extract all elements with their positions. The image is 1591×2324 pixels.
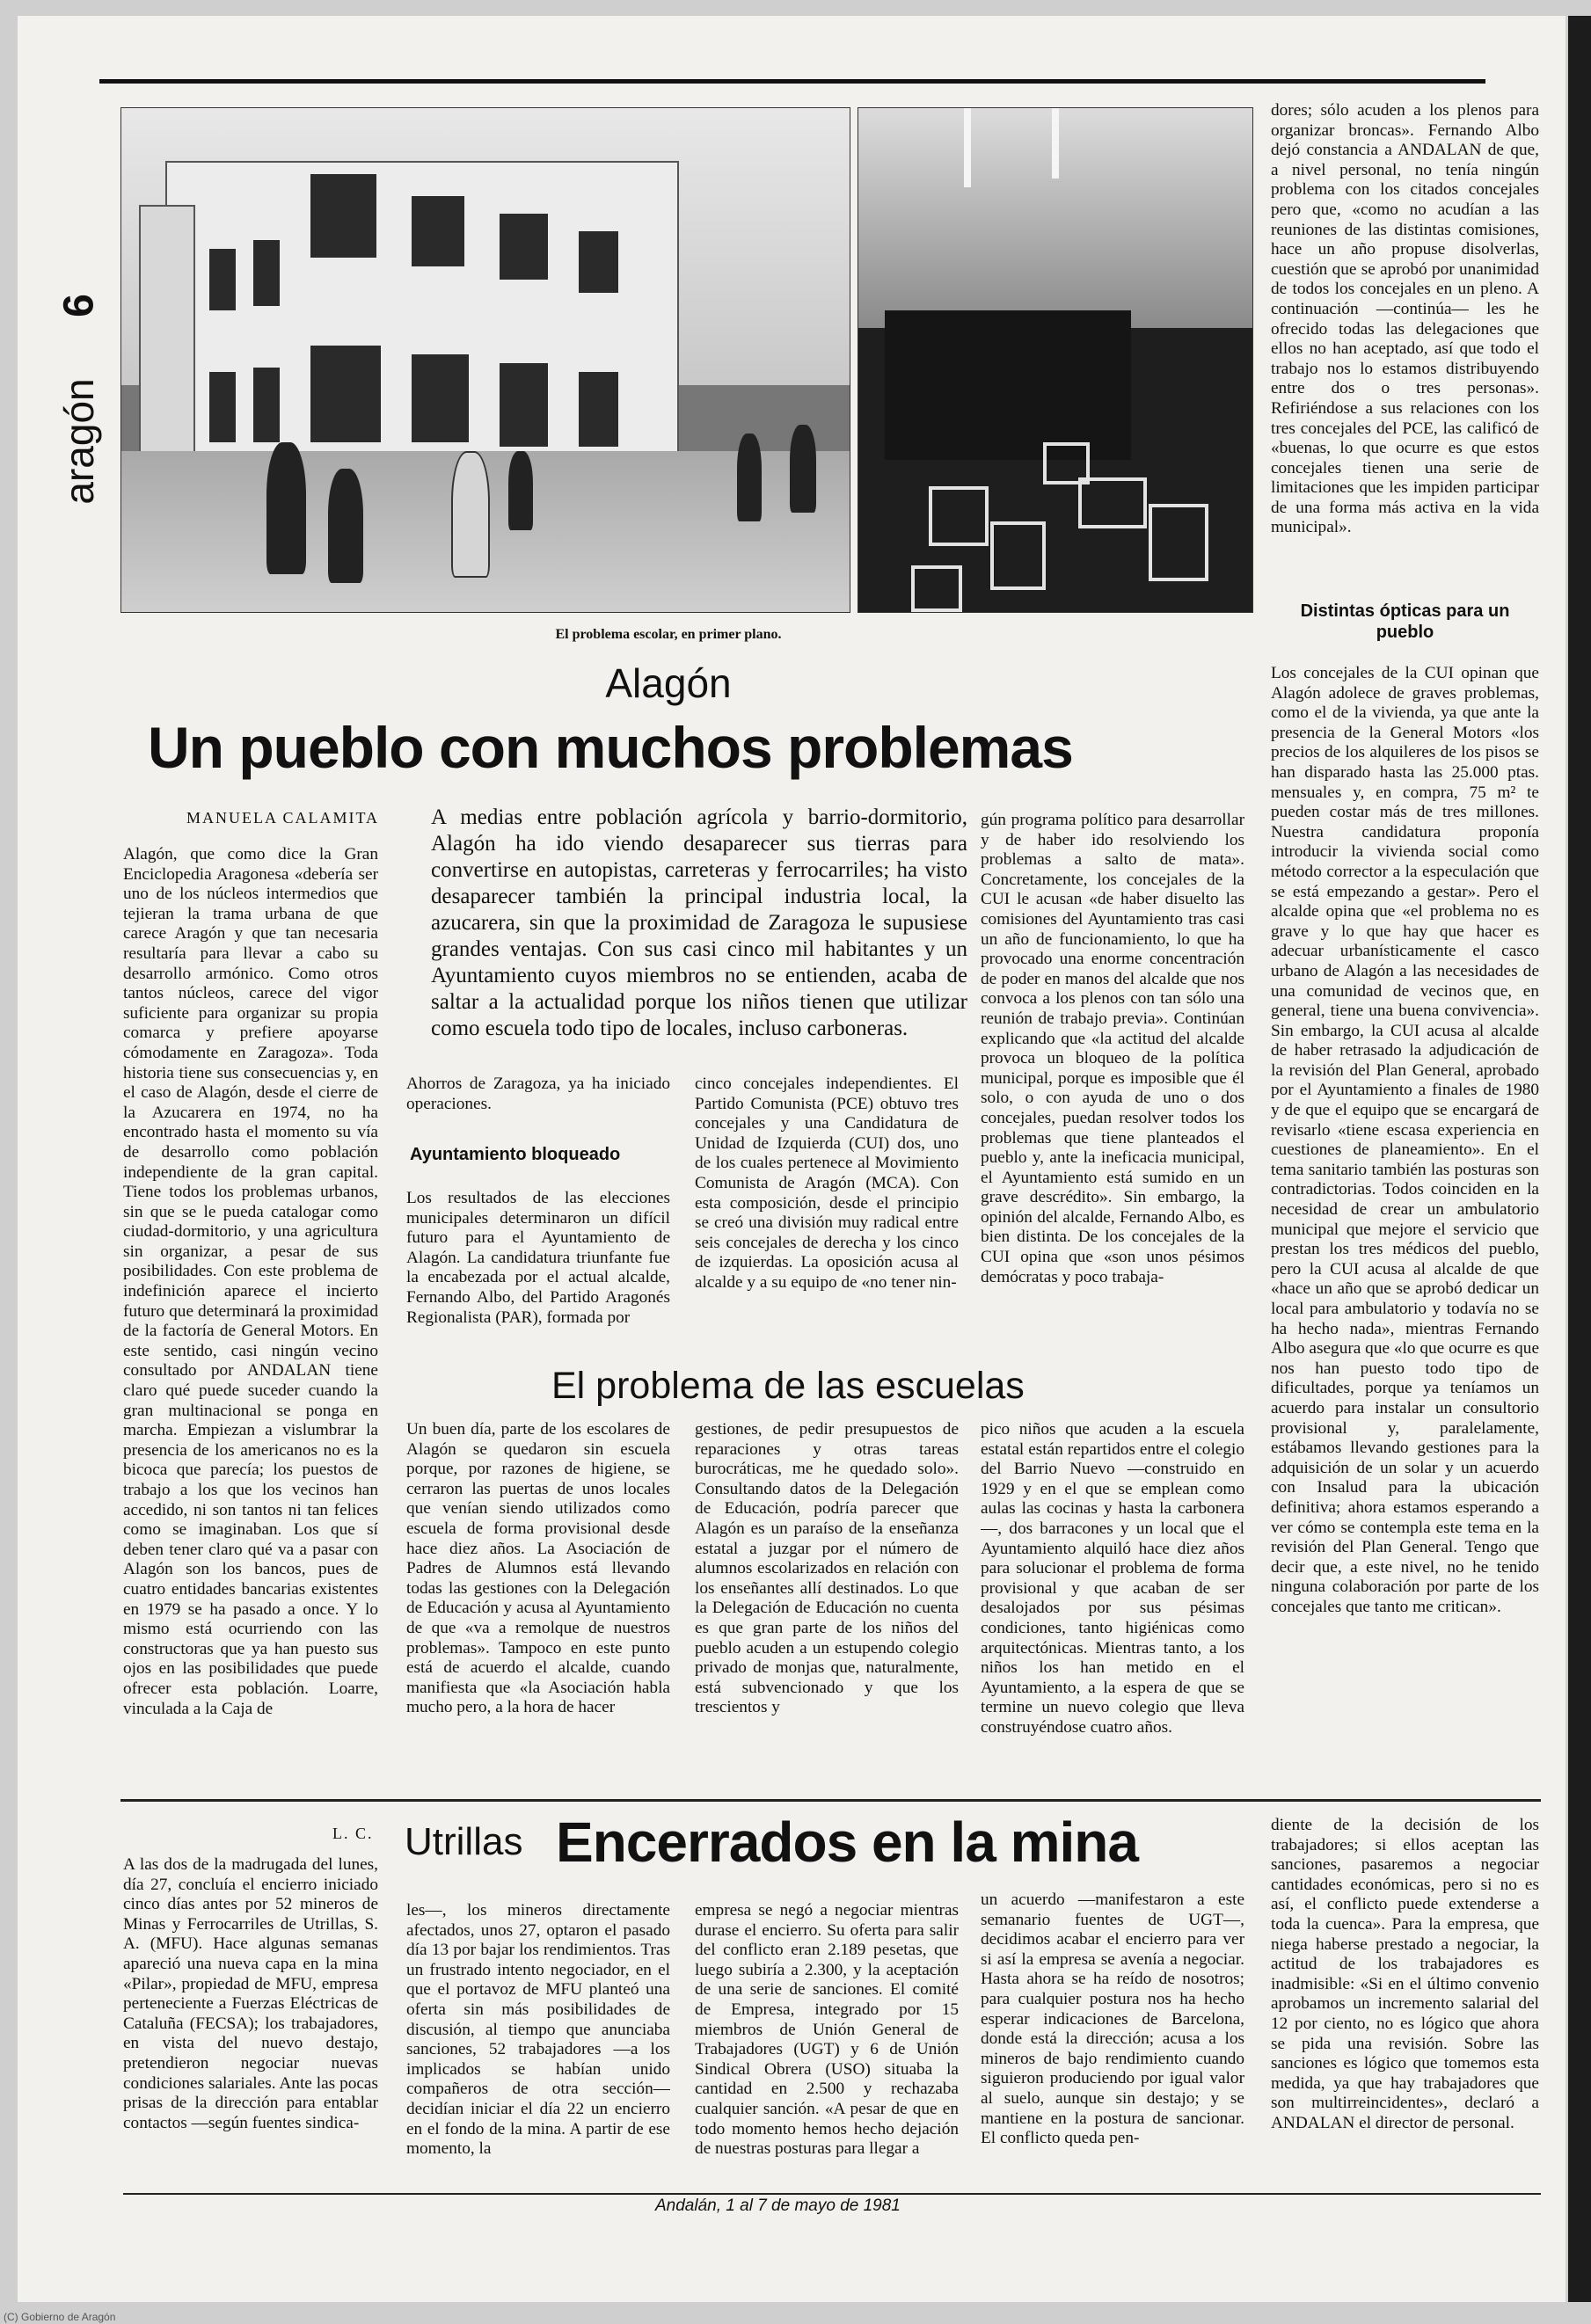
top-rule: [99, 79, 1485, 84]
photo-caption: El problema escolar, en primer plano.: [555, 627, 782, 642]
footer-rule: [123, 2193, 1541, 2195]
section-label: [53, 281, 106, 505]
column-escuelas-3: pico niños que acuden a la escuela estatal están repartidos entre el colegio del Barrio Nuevo —construido en 1929 y en el que se emplean como aulas las cocinas y hasta la carbonera—, dos barracones y un local que el Ayuntamiento alquiló hace diez años para solucionar el problema de forma provisional y que acaban de ser desalojados por sus pésimas condiciones, tanto higiénicas como arquitectónicas. Mientras tanto, a los niños los han metido en el Ayuntamiento, a la espera de que se termine un nuevo colegio que lleva construyéndose cuatro años.: [981, 1420, 1244, 1737]
footer-issue-date: Andalán, 1 al 7 de mayo de 1981: [655, 2197, 901, 2215]
column-alagon-2b: Los resultados de las elecciones municipales determinaron un difícil futuro para el Ayuntamiento de Alagón. La candidatura triunfante fue la encabezada por el actual alcalde, Fernando Albo, del Partido Aragonés Regionalista (PAR), formada por: [406, 1189, 670, 1327]
page-binding-edge: [1568, 16, 1591, 2302]
section-divider-rule: [120, 1799, 1541, 1802]
subheading-distintas-opticas: Distintas ópticas para un pueblo: [1300, 601, 1510, 642]
section-name: aragón: [56, 378, 102, 505]
photo-classroom: [858, 107, 1253, 613]
subarticle-title-escuelas: El problema de las escuelas: [551, 1365, 1025, 1407]
article-lead-alagon: A medias entre población agrícola y barrio-dormitorio, Alagón ha ido viendo desaparecer sus tierras para convertirse en autopistas, carreteras y ferrocarriles; ha visto desaparecer también la principal industria local, la azucarera, sin que la proximidad de Zaragoza le supusiese grandes ventajas. Con sus casi cinco mil habitantes y un Ayuntamiento cuyos miembros no se entienden, acaba de saltar a la actualidad porque los niños tienen que utilizar como escuela todo tipo de locales, incluso carboneras.: [431, 805, 967, 1040]
column-utrillas-1: A las dos de la madrugada del lunes, día 27, concluía el encierro iniciado cinco días antes por 52 mineros de Minas y Ferrocarriles de Utrillas, S. A. (MFU). Hace algunas semanas apareció una nueva capa en la mina «Pilar», propiedad de MFU, empresa perteneciente a Fuerzas Eléctricas de Cataluña (FECSA); los trabajadores, en vista del nuevo destajo, pretendieron negociar nuevas condiciones salariales. Ante las pocas prisas de la dirección para entablar contactos —según fuentes sindica-: [123, 1855, 378, 2132]
column-alagon-2a: Ahorros de Zaragoza, ya ha iniciado operaciones.: [406, 1075, 670, 1113]
column-utrillas-5: diente de la decisión de los trabajadores; si ellos aceptan las sanciones, pasaremos a negociar cantidades económicas, pero si no es así, el conflicto puede extenderse a toda la cuenca». Para la empresa, que niega haberse prestado a negociar, la actitud de los trabajadores es inadmisible: «Si en el último convenio aprobamos un incremento salarial del 12 por ciento, no es lógico que ahora se pida una revisión. Sobre las sanciones es lógico que tomemos esta medida, ya que hay trabajadores que son multirreincidentes», declaró a ANDALAN el director de personal.: [1271, 1816, 1539, 2132]
column-alagon-5a: dores; sólo acuden a los plenos para organizar broncas». Fernando Albo dejó constancia a ANDALAN de que, a nivel personal, no tenía ningún problema con los citados concejales pero que, «como no acudían a las reuniones de las distintas comisiones, hace un año propuse disolverlas, cuestión que se aprobó por unanimidad de todos los concejales en un pleno. A continuación —continúa— les he ofrecido todas las delegaciones que ellos no han aceptado, así que todo el trabajo nos lo estamos distribuyendo entre dos o tres personas». Refiriéndose a sus relaciones con los tres concejales del PCE, las calificó de «buenas, lo que ocurre es que estos concejales tienen una serie de limitaciones que les impiden participar de una forma más activa en la vida municipal».: [1271, 101, 1539, 537]
byline-alagon: MANUELA CALAMITA: [186, 809, 380, 827]
column-alagon-5b: Los concejales de la CUI opinan que Alagón adolece de graves problemas, como el de la vivienda, ya que ante la presencia de la General Motors «los precios de los alquileres de los pisos se han disparado hasta las 25.000 ptas. mensuales y, en compra, 75 m² te pueden costar más de tres millones. Nuestra candidatura proponía introducir la vivienda social como método corrector a la especulación que se está empezando a gestar». Pero el alcalde opina que «el problema no es grave y lo que hay que hacer es adecuar urbanísticamente el casco urbano de Alagón a las necesidades de una comunidad de vecinos que, en general, tiene una buena convivencia». Sin embargo, la CUI acusa al alcalde de haber retrasado la adjudicación de la revisión del Plan General, aprobado por el Ayuntamiento a finales de 1980 y de que el equipo que se encargará de revisarlo «tiene escasa experiencia en cuestiones de planeamiento». En el tema sanitario también las posturas son contradictorias. Todos coinciden en la necesidad de crear un ambulatorio municipal que mejore el servicio que prestan los tres médicos del pueblo, pero la CUI acusa al alcalde de que «hace un año que se aprobó dedicar un local para ambulatorio y todavía no se ha hecho nada», mientras Fernando Albo asegura que «lo que ocurre es que nos han puesto todo tipo de dificultades, porque ya teníamos un acuerdo para instalar un consultorio provisional y, paralelamente, estábamos llevando gestiones para la adquisición de un solar y un acuerdo con Insalud para la ubicación definitiva; ahora estamos esperando a ver cómo se contempla este tema en la revisión del Plan General. Tengo que decir que, a este nivel, no he tenido ninguna colaboración por parte de los concejales que tanto me critican».: [1271, 664, 1539, 1616]
column-utrillas-2: les—, los mineros directamente afectados, unos 27, optaron el pasado día 13 por bajar los rendimientos. Tras un frustrado intento negociador, en el que el portavoz de MFU planteó una oferta sin más posibilidades de discusión, al tiempo que anunciaba sanciones, 52 trabajadores —a los implicados se habían unido compañeros de otra sección— decidían iniciar el día 22 un encierro en el fondo de la mina. A partir de ese momento, la: [406, 1901, 670, 2159]
column-utrillas-4: un acuerdo —manifestaron a este semanario fuentes de UGT—, decidimos acabar el encierro para ver si así la empresa se avenía a negociar. Hasta ahora se ha reído de nosotros; para cualquier postura nos ha hecho esperar indicaciones de Barcelona, donde está la dirección; acusa a los mineros de bajo rendimiento cuando siguieron produciendo por igual valor al suelo, aunque sin destajo; y se mantiene en la postura de sancionar. El conflicto queda pen-: [981, 1891, 1244, 2148]
article-headline-alagon: Un pueblo con muchos problemas: [148, 715, 1073, 780]
article-headline-utrillas: Encerrados en la mina: [556, 1810, 1138, 1874]
column-escuelas-2: gestiones, de pedir presupuestos de reparaciones y otras tareas burocráticas, me he quedado solo». Consultando datos de la Delegación de Educación, podría parecer que Alagón es un paraíso de la enseñanza estatal a juzgar por el número de alumnos escolarizados en relación con los enseñantes allí destinados. Lo que la Delegación de Educación no cuenta es que gran parte de los niños del pueblo acuden a un estupendo colegio privado de monjas que, naturalmente, está subvencionado y que los trescientos y: [695, 1420, 959, 1717]
column-alagon-3: cinco concejales independientes. El Partido Comunista (PCE) obtuvo tres concejales y una Candidatura de Unidad de Izquierda (CUI) dos, uno de los cuales pertenece al Movimiento Comunista de Aragón (MCA). Con esta composición, desde el principio se creó una división muy radical entre seis concejales de derecha y los cinco de izquierdas. La oposición acusa al alcalde y a su equipo de «no tener nin-: [695, 1075, 959, 1292]
column-alagon-4: gún programa político para desarrollar y de haber ido resolviendo los problemas a salto de mata». Concretamente, los concejales de la CUI le acusan «de haber disuelto las comisiones del Ayuntamiento tras casi un año de funcionamiento, lo que ha provocado una enorme concentración de poder en manos del alcalde que nos convoca a los plenos con tan sólo una reunión de trabajo previa». Continúan explicando que «la actitud del alcalde provoca un bloqueo de la política municipal, porque es imposible que él solo, o con ayuda de uno o dos concejales, puedan resolver todos los problemas que tiene planteados el pueblo y, ante la ineficacia municipal, el Ayuntamiento está sumido en un grave descrédito». Sin embargo, la opinión del alcalde, Fernando Albo, es bien distinta. De los concejales de la CUI opina que «son unos pésimos demócratas y poco trabaja-: [981, 811, 1244, 1286]
column-utrillas-3: empresa se negó a negociar mientras durase el encierro. Su oferta para salir del conflicto eran 2.189 pesetas, que luego subiría a 2.300, y la aceptación de una serie de sanciones. El comité de Empresa, integrado por 15 miembros de Unión General de Trabajadores (UGT) y 6 de Unión Sindical Obrera (USO) situaba la cantidad en 2.500 y rechazaba cualquier sanción. «A pesar de que en todo momento hemos hecho dejación de nuestras posturas para llegar a: [695, 1901, 959, 2159]
article-kicker-utrillas: Utrillas: [405, 1820, 523, 1863]
column-alagon-1: Alagón, que como dice la Gran Enciclopedia Aragonesa «debería ser uno de los núcleos intermedios que tejieran la trama urbana de que carece Aragón y que tan necesaria resultaría para llevar a cabo su desarrollo armónico. Como otros tantos núcleos, carece del vigor suficiente para organizar su propia comarca y prefiere apoyarse cómodamente en Zaragoza». Toda historia tiene sus consecuencias y, en el caso de Alagón, desde el cierre de la Azucarera en 1974, no ha encontrado hasta el momento su vía de desarrollo como población independiente de la gran capital. Tiene todos los problemas urbanos, sin que se le pueda catalogar como ciudad-dormitorio, y una agricultura sin organizar, a pesar de sus posibilidades. Con este problema de indefinición aparece el incierto futuro que determinará la proximidad de la factoría de General Motors. En este sentido, casi ningún vecino consultado por ANDALAN tiene claro qué puede suceder cuando la gran multinacional se ponga en marcha. Empiezan a vislumbrar la presencia de los americanos no es la bicoca que parecía; los puestos de trabajo a los que los vecinos han accedido, ni son tantos ni tan felices como se imaginaban. Los que sí deben tener claro qué va a pasar con Alagón son los bancos, pues de cuatro entidades bancarias existentes en 1979 se ha pasado a once. Y lo mismo está ocurriendo con las constructoras que ya han puesto sus ojos en las posibilidades que puede ofrecer esta población. Loarre, vinculada a la Caja de: [123, 845, 378, 1718]
byline-utrillas: L. C.: [332, 1825, 374, 1842]
archive-credit: (C) Gobierno de Aragón: [4, 2311, 116, 2323]
photo-school-building: [120, 107, 850, 613]
section-number: 6: [55, 294, 103, 317]
article-kicker-alagon: Alagón: [605, 660, 732, 706]
column-escuelas-1: Un buen día, parte de los escolares de Alagón se quedaron sin escuela porque, por razones de higiene, se cerraron las puertas de unos locales que venían siendo utilizados como escuela de forma provisional desde hace diez años. La Asociación de Padres de Alumnos está llevando todas las gestiones con la Delegación de Educación y acusa al Ayuntamiento de que «va a remolque de nuestros problemas». Tampoco en este punto está de acuerdo el alcalde, cuando manifiesta que «la Asociación habla mucho pero, a la hora de hacer: [406, 1420, 670, 1717]
subheading-ayuntamiento: Ayuntamiento bloqueado: [410, 1145, 621, 1164]
